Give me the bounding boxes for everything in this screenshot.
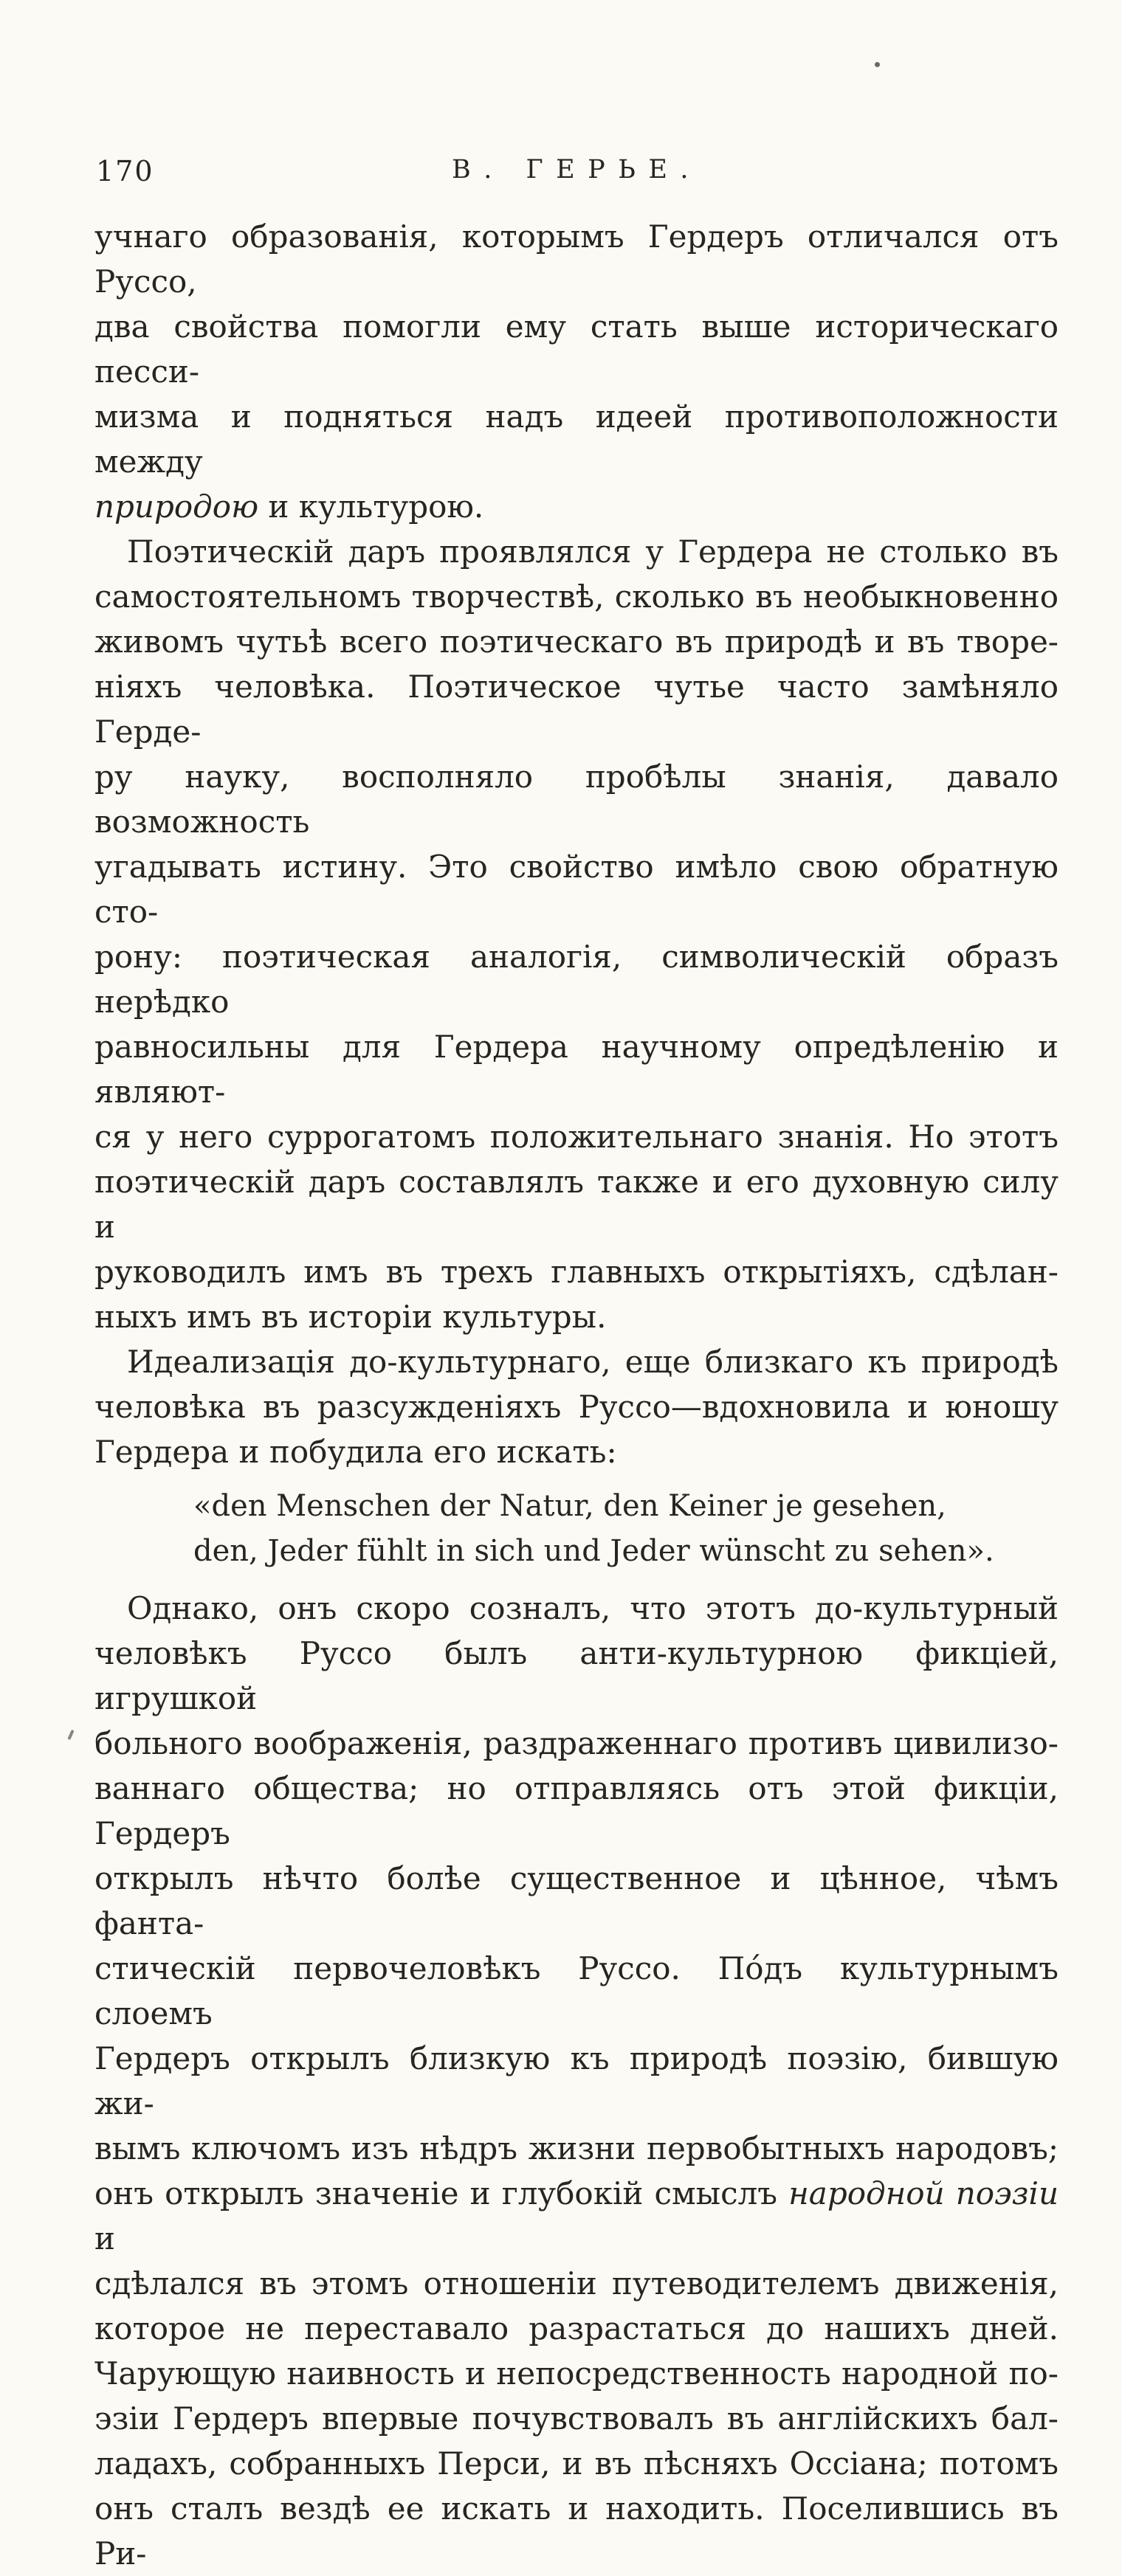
text-segment: учнаго образованія, которымъ Гердеръ отличался отъ Руссо, <box>94 218 1059 300</box>
text-segment: открылъ нѣчто болѣе существенное и цѣнное, чѣмъ фанта- <box>94 1860 1059 1941</box>
text-line <box>94 2036 1059 2126</box>
text-line <box>94 2261 1059 2306</box>
text-segment: онъ открылъ значеніе и глубокій смыслъ <box>94 2175 789 2211</box>
text-line <box>94 2126 1059 2171</box>
text-segment: Однако, онъ скоро созналъ, что этотъ до-культурный <box>127 1590 1059 1626</box>
text-line <box>94 2171 1059 2261</box>
text-segment: и <box>94 2220 115 2256</box>
text-segment: ся у него суррогатомъ положительнаго знанія. Но этотъ <box>94 1119 1059 1155</box>
text-line <box>94 574 1059 619</box>
page-number: 170 <box>96 155 154 187</box>
text-segment: Идеализація до-культурнаго, еще близкаго къ природѣ <box>127 1344 1059 1380</box>
text-segment: больного воображенія, раздраженнаго противъ цивилизо- <box>94 1725 1059 1761</box>
text-segment: «den Menschen der Natur, den Keiner je gesehen, <box>193 1489 946 1523</box>
text-segment: Поэтическій даръ проявлялся у Гердера не столько въ <box>127 533 1059 570</box>
text-segment: ру науку, восполняло пробѣлы знанія, давало возможность <box>94 759 1059 840</box>
text-line <box>94 1586 1059 1631</box>
text-segment: равносильны для Гердера научному опредѣленію и являют- <box>94 1029 1059 1110</box>
text-line <box>94 1249 1059 1294</box>
text-segment: вымъ ключомъ изъ нѣдръ жизни первобытныхъ народовъ; <box>94 2130 1059 2166</box>
italic-text: природою <box>94 488 259 525</box>
german-quote <box>193 1484 1059 1574</box>
text-line <box>94 844 1059 934</box>
text-segment: рону: поэтическая аналогія, символическій образъ нерѣдко <box>94 939 1059 1020</box>
text-segment: ладахъ, собранныхъ Перси, и въ пѣсняхъ Оссіана; потомъ <box>94 2445 1059 2482</box>
opening-paragraph <box>94 214 1059 529</box>
text-segment: которое не переставало разрастаться до нашихъ дней. <box>94 2310 1059 2347</box>
text-line <box>94 1294 1059 1339</box>
text-line <box>94 1384 1059 1429</box>
paragraph-poetic-gift <box>94 529 1059 1339</box>
text-line <box>94 214 1059 304</box>
text-segment: угадывать истину. Это свойство имѣло свою обратную сто- <box>94 849 1059 930</box>
text-line <box>94 2351 1059 2396</box>
text-segment: стическій первочеловѣкъ Руссо. По́дъ культурнымъ слоемъ <box>94 1950 1059 2031</box>
text-segment: руководилъ имъ въ трехъ главныхъ открытіяхъ, сдѣлан- <box>94 1254 1059 1290</box>
text-line <box>94 1631 1059 1721</box>
text-line <box>94 2396 1059 2441</box>
scan-speck-icon <box>67 1730 74 1740</box>
text-segment: ніяхъ человѣка. Поэтическое чутье часто замѣняло Герде- <box>94 669 1059 750</box>
text-segment: поэтическій даръ составлялъ также и его духовную силу и <box>94 1164 1059 1245</box>
scan-speck-icon <box>875 62 880 67</box>
text-line <box>94 1766 1059 1856</box>
text-segment: Гердеръ открылъ близкую къ природѣ поэзію, бившую жи- <box>94 2040 1059 2121</box>
text-segment: ваннаго общества; но отправляясь отъ этой фикціи, Гердеръ <box>94 1770 1059 1851</box>
running-title: В. ГЕРЬЕ. <box>451 155 701 184</box>
text-line <box>94 664 1059 754</box>
text-line <box>94 1024 1059 1114</box>
text-segment: den, Jeder fühlt in sich und Jeder wünscht zu sehen». <box>193 1534 994 1568</box>
page-body <box>94 214 1059 2576</box>
text-segment: самостоятельномъ творчествѣ, сколько въ необыкновенно <box>94 579 1059 615</box>
text-line <box>94 304 1059 394</box>
text-segment: человѣка въ разсужденіяхъ Руссо—вдохновила и юношу <box>94 1389 1059 1425</box>
text-segment: человѣкъ Руссо былъ анти-культурною фикціей, игрушкой <box>94 1635 1059 1716</box>
text-segment: мизма и подняться надъ идеей противоположности между <box>94 398 1059 480</box>
text-segment: онъ сталъ вездѣ ее искать и находить. Поселившись въ Ри- <box>94 2490 1059 2572</box>
text-line <box>94 619 1059 664</box>
text-segment: и культурою. <box>258 488 484 525</box>
text-line <box>94 1114 1059 1159</box>
text-line <box>94 1159 1059 1249</box>
text-line <box>94 529 1059 574</box>
text-line <box>94 394 1059 484</box>
text-line <box>94 1856 1059 1946</box>
text-line <box>94 754 1059 844</box>
text-line <box>94 1339 1059 1384</box>
text-line <box>94 934 1059 1024</box>
page-header <box>96 152 1057 190</box>
text-segment: Чарующую наивность и непосредственность народной по- <box>94 2355 1059 2392</box>
text-segment: Гердера и побудила его искать: <box>94 1434 617 1470</box>
text-segment: сдѣлался въ этомъ отношеніи путеводителемъ движенія, <box>94 2265 1059 2302</box>
paragraph-however <box>94 1586 1059 2576</box>
text-line <box>193 1484 1059 1529</box>
text-segment: живомъ чутьѣ всего поэтическаго въ природѣ и въ творе- <box>94 624 1059 660</box>
paragraph-idealization <box>94 1339 1059 1474</box>
text-line <box>193 1529 1059 1574</box>
text-line <box>94 2441 1059 2486</box>
text-segment: ныхъ имъ въ исторіи культуры. <box>94 1299 607 1335</box>
text-line <box>94 2306 1059 2351</box>
text-line <box>94 1946 1059 2036</box>
text-line <box>94 1721 1059 1766</box>
text-segment: два свойства помогли ему стать выше историческаго песси- <box>94 308 1059 390</box>
text-line <box>94 2486 1059 2576</box>
text-line <box>94 1429 1059 1474</box>
text-segment: эзіи Гердеръ впервые почувствовалъ въ англійскихъ бал- <box>94 2400 1059 2437</box>
text-line <box>94 484 1059 529</box>
italic-text: народной поэзіи <box>788 2175 1059 2211</box>
